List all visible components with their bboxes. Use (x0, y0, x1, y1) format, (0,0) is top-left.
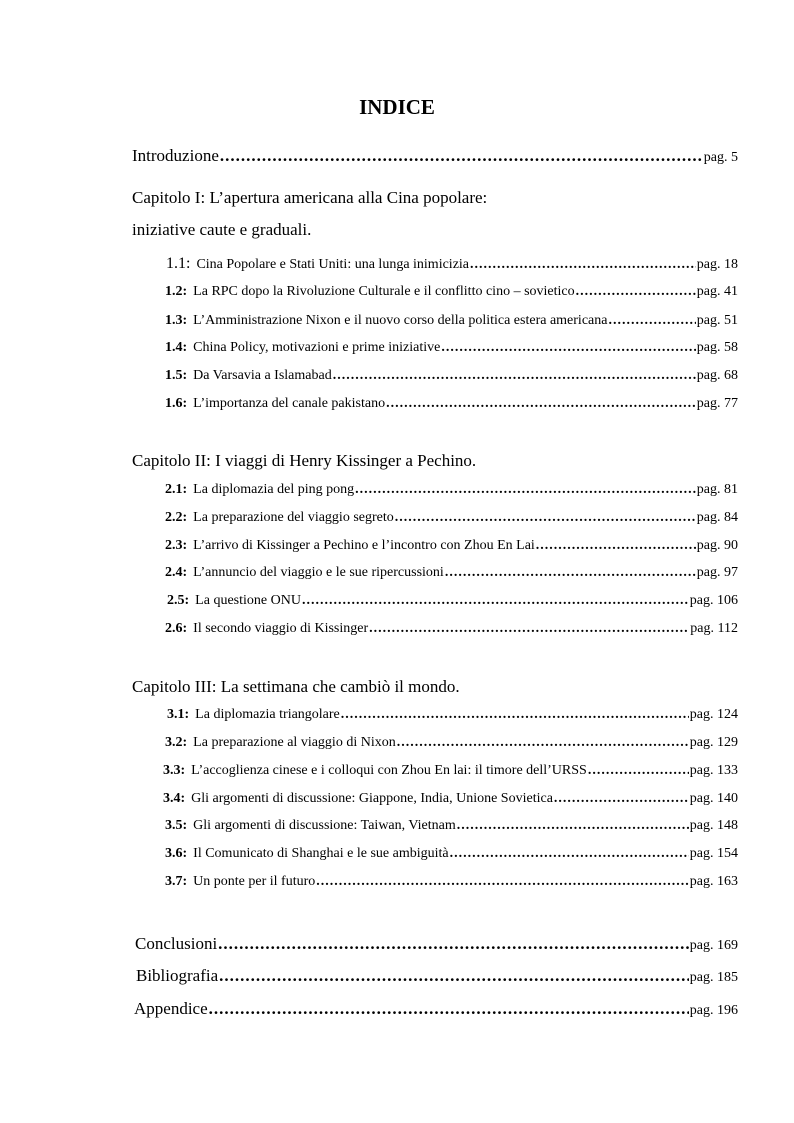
section-page: pag. 68 (696, 368, 738, 383)
chapter-3-heading[interactable]: Capitolo III: La settimana che cambiò il mondo. (132, 677, 460, 696)
section-page: pag. 154 (689, 846, 738, 861)
section-page: pag. 77 (696, 396, 738, 411)
section-title: L’Amministrazione Nixon e il nuovo corso della politica estera americana (193, 313, 608, 328)
toc-entry-appendice[interactable] (134, 999, 738, 1019)
leader-dots (397, 735, 689, 751)
section-page: pag. 51 (696, 313, 738, 328)
toc-entry-introduzione[interactable] (132, 146, 738, 166)
leader-dots (355, 482, 696, 498)
toc-entry-conclusioni[interactable] (135, 934, 738, 954)
section-page: pag. 81 (696, 482, 738, 497)
toc-entry-2-6[interactable] (165, 621, 738, 637)
section-page: pag. 129 (689, 735, 738, 750)
section-number: 3.7: (165, 874, 188, 889)
toc-entry-2-1[interactable] (165, 482, 738, 498)
leader-dots (588, 763, 689, 779)
entry-page: pag. 5 (703, 150, 738, 165)
leader-dots (395, 510, 696, 526)
section-title: Gli argomenti di discussione: Taiwan, Vietnam (193, 818, 456, 833)
section-title: Gli argomenti di discussione: Giappone, India, Unione Sovietica (191, 791, 553, 806)
section-number: 3.4: (163, 791, 186, 806)
toc-entry-3-1[interactable] (167, 707, 738, 723)
section-page: pag. 18 (696, 257, 738, 272)
section-number: 1.3: (165, 313, 188, 328)
leader-dots (470, 257, 696, 273)
section-title: Da Varsavia a Islamabad (193, 368, 332, 383)
section-page: pag. 97 (696, 565, 738, 580)
section-number: 2.6: (165, 621, 188, 636)
section-number: 1.4: (165, 340, 188, 355)
section-number: 2.1: (165, 482, 188, 497)
section-title: China Policy, motivazioni e prime iniziative (193, 340, 441, 355)
section-title: La preparazione del viaggio segreto (193, 510, 394, 525)
toc-entry-3-2[interactable] (165, 735, 738, 751)
toc-entry-1-4[interactable] (165, 340, 738, 356)
leader-dots (457, 818, 689, 834)
section-title: La diplomazia triangolare (195, 707, 340, 722)
leader-dots (333, 368, 696, 384)
leader-dots (220, 146, 703, 166)
page-title: INDICE (359, 95, 435, 119)
section-title: Il secondo viaggio di Kissinger (193, 621, 369, 636)
section-page: pag. 84 (696, 510, 738, 525)
section-title: La diplomazia del ping pong (193, 482, 355, 497)
leader-dots (219, 966, 689, 986)
entry-label: Conclusioni (135, 934, 218, 953)
section-title: La preparazione al viaggio di Nixon (193, 735, 396, 750)
entry-page: pag. 169 (689, 938, 738, 953)
leader-dots (386, 396, 696, 412)
section-number: 3.2: (165, 735, 188, 750)
section-title: Cina Popolare e Stati Uniti: una lunga inimicizia (196, 257, 470, 272)
entry-label: Introduzione (132, 146, 219, 165)
section-page: pag. 133 (689, 763, 738, 778)
section-number: 3.6: (165, 846, 188, 861)
section-number: 2.4: (165, 565, 188, 580)
entry-label: Appendice (134, 999, 208, 1018)
toc-entry-1-1[interactable] (166, 255, 738, 273)
section-number: 1.5: (165, 368, 188, 383)
entry-label: Bibliografia (136, 966, 219, 985)
toc-entry-2-5[interactable] (167, 593, 738, 609)
section-page: pag. 163 (689, 874, 738, 889)
toc-entry-1-5[interactable] (165, 368, 738, 384)
section-number: 3.1: (167, 707, 190, 722)
section-title: La questione ONU (195, 593, 301, 608)
leader-dots (441, 340, 695, 356)
section-number: 2.2: (165, 510, 188, 525)
chapter-2-heading[interactable]: Capitolo II: I viaggi di Henry Kissinger a Pechino. (132, 451, 477, 470)
chapter-1-heading[interactable]: Capitolo I: L’apertura americana alla Cina popolare: (132, 188, 488, 207)
section-title: La RPC dopo la Rivoluzione Culturale e il conflitto cino – sovietico (193, 284, 575, 299)
toc-entry-3-7[interactable] (165, 874, 738, 890)
toc-entry-bibliografia[interactable] (136, 966, 738, 986)
section-title: L’accoglienza cinese e i colloqui con Zhou En lai: il timore dell’URSS (191, 763, 587, 778)
leader-dots (445, 565, 696, 581)
leader-dots (209, 999, 689, 1019)
entry-page: pag. 196 (689, 1003, 738, 1018)
leader-dots (576, 284, 696, 300)
section-title: L’annuncio del viaggio e le sue ripercussioni (193, 565, 444, 580)
section-number: 2.5: (167, 593, 190, 608)
section-title: L’arrivo di Kissinger a Pechino e l’incontro con Zhou En Lai (193, 538, 535, 553)
leader-dots (316, 874, 689, 890)
leader-dots (341, 707, 689, 723)
section-number: 1.6: (165, 396, 188, 411)
section-page: pag. 124 (689, 707, 738, 722)
leader-dots (608, 313, 695, 329)
section-page: pag. 148 (689, 818, 738, 833)
toc-entry-1-6[interactable] (165, 396, 738, 412)
leader-dots (369, 621, 689, 637)
section-page: pag. 112 (690, 621, 738, 636)
chapter-1-heading-cont: iniziative caute e graduali. (132, 220, 312, 239)
section-title: L’importanza del canale pakistano (193, 396, 386, 411)
leader-dots (536, 538, 696, 554)
entry-page: pag. 185 (689, 970, 738, 985)
section-number: 1.2: (165, 284, 188, 299)
leader-dots (554, 791, 689, 807)
section-page: pag. 106 (689, 593, 738, 608)
section-page: pag. 90 (696, 538, 738, 553)
toc-entry-3-6[interactable] (165, 846, 738, 862)
section-number: 3.3: (163, 763, 186, 778)
section-title: Un ponte per il futuro (193, 874, 316, 889)
toc-entry-2-4[interactable] (165, 565, 738, 581)
leader-dots (302, 593, 689, 609)
toc-entry-1-3[interactable] (165, 313, 738, 329)
leader-dots (218, 934, 689, 954)
toc-entry-1-2[interactable] (165, 284, 738, 300)
toc-entry-2-2[interactable] (165, 510, 738, 526)
section-page: pag. 58 (696, 340, 738, 355)
toc-entry-3-4[interactable] (163, 791, 738, 807)
toc-entry-3-3[interactable] (163, 763, 738, 779)
leader-dots (450, 846, 689, 862)
section-title: Il Comunicato di Shanghai e le sue ambiguità (193, 846, 449, 861)
toc-entry-2-3[interactable] (165, 538, 738, 554)
section-number: 3.5: (165, 818, 188, 833)
section-page: pag. 140 (689, 791, 738, 806)
toc-entry-3-5[interactable] (165, 818, 738, 834)
section-page: pag. 41 (696, 284, 738, 299)
section-number: 1.1: (166, 255, 191, 272)
section-number: 2.3: (165, 538, 188, 553)
